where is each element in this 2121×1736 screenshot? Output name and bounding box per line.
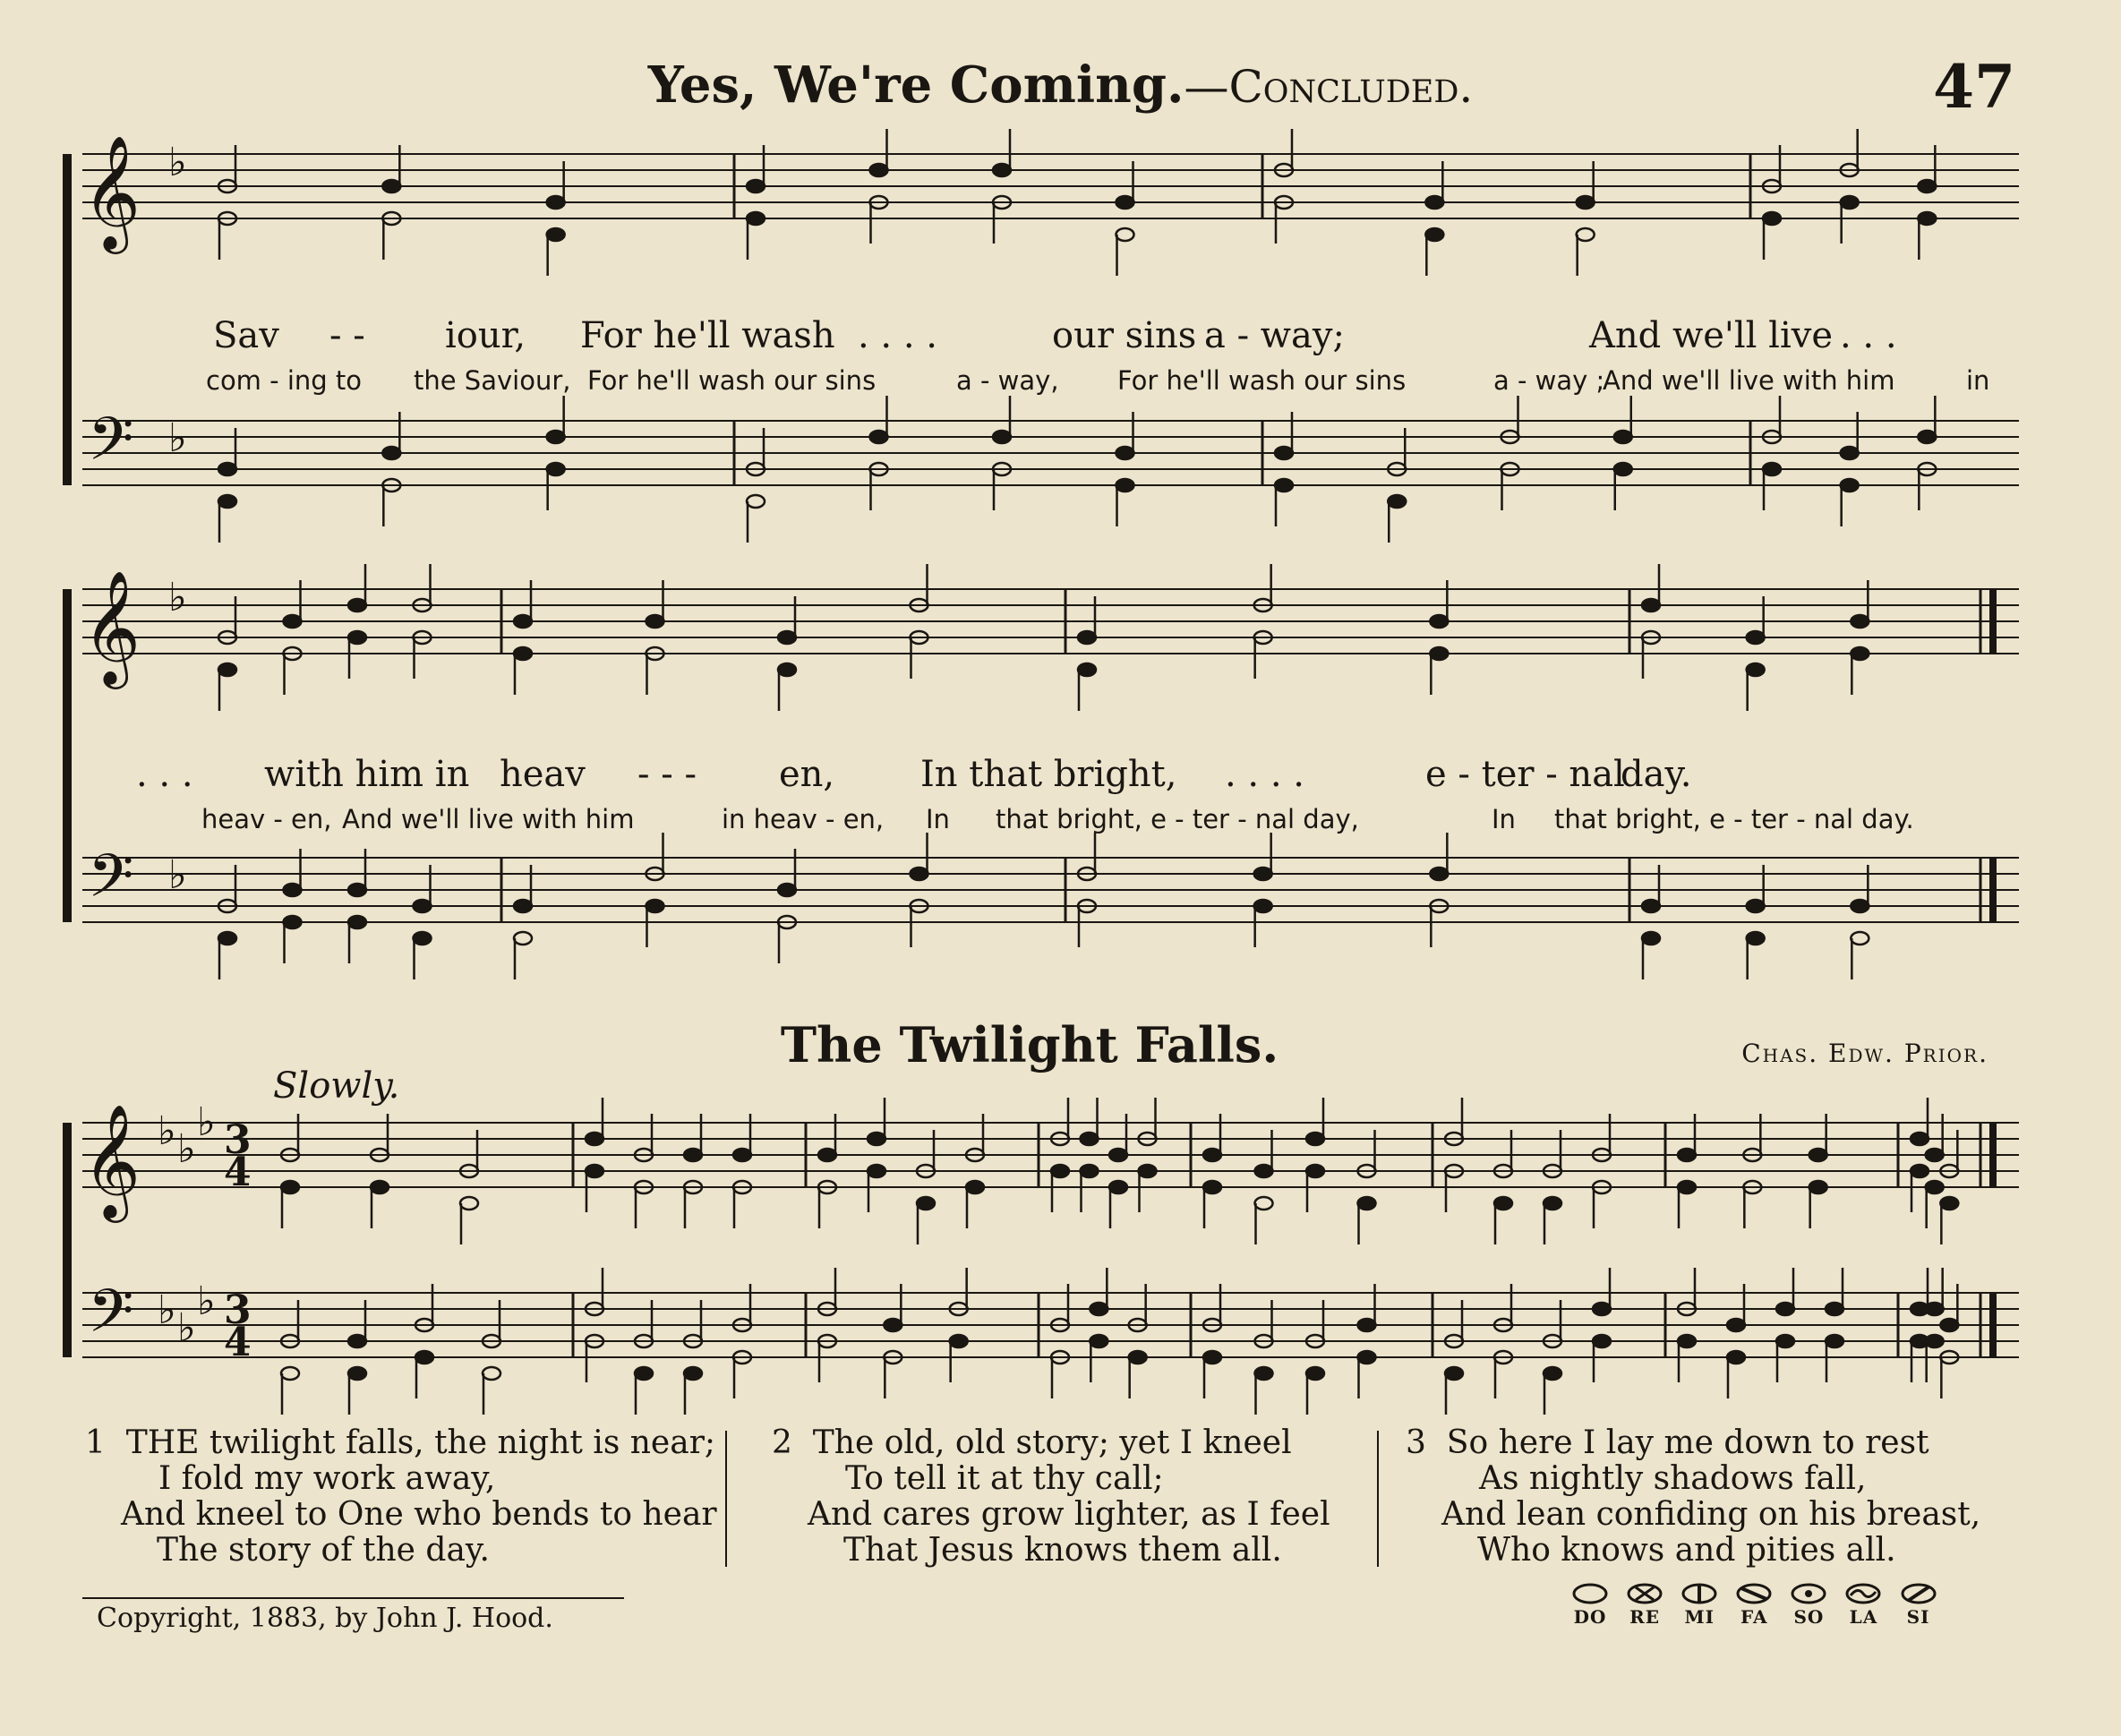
note-head: [1940, 1197, 1958, 1210]
note-head: [1809, 1181, 1827, 1193]
flat-icon: ♭: [168, 575, 187, 620]
note-head: [1851, 932, 1869, 945]
note-head: [1544, 1197, 1561, 1210]
note-head: [747, 495, 765, 508]
note-head: [1593, 1303, 1611, 1315]
note-head: [414, 932, 432, 945]
lyric-syllable: com - ing to: [206, 365, 363, 396]
note-head: [1116, 479, 1134, 492]
flat-icon: ♭: [168, 852, 187, 898]
note-head: [1388, 495, 1406, 508]
note-head: [1090, 1303, 1108, 1315]
circle-dot-icon: [1789, 1581, 1828, 1606]
note-head: [483, 1367, 500, 1380]
lyric-syllable: . . . .: [858, 315, 938, 356]
note-head: [382, 447, 400, 459]
note-head: [1918, 212, 1936, 225]
note-head: [1358, 1197, 1376, 1210]
note-head: [1203, 1351, 1221, 1364]
note-head: [1139, 1165, 1157, 1177]
note-head: [1306, 1133, 1324, 1145]
stanza-line: I fold my work away,: [158, 1460, 496, 1497]
flat-icon: ♭: [168, 140, 187, 185]
note-head: [1358, 1351, 1376, 1364]
stanza-line: THE twilight falls, the night is near;: [125, 1424, 716, 1461]
note-head: [1078, 631, 1096, 644]
lyric-syllable: For he'll wash: [580, 315, 835, 356]
note-head: [514, 615, 532, 628]
lyric-syllable: And we'll live: [1589, 315, 1834, 356]
lyric-syllable: Sav: [213, 315, 279, 356]
note-head: [911, 868, 928, 880]
stanza-1: [85, 1425, 717, 1569]
shape-note-re: RE: [1621, 1581, 1668, 1628]
note-head: [1116, 447, 1134, 459]
lyric-syllable: - -: [329, 315, 365, 356]
lyric-syllable: a - way,: [956, 365, 1059, 396]
stanza-line: Who knows and pities all.: [1477, 1532, 1896, 1569]
note-head: [1203, 1149, 1221, 1161]
note-head: [1826, 1303, 1843, 1315]
lyric-syllable: the Saviour,: [414, 365, 571, 396]
note-head: [993, 431, 1011, 443]
note-head: [1445, 1367, 1463, 1380]
lyric-syllable: e - ter - nal: [1425, 754, 1625, 795]
stanza-line: That Jesus knows them all.: [843, 1532, 1282, 1569]
note-head: [1425, 228, 1443, 241]
note-head: [1109, 1149, 1127, 1161]
note-head: [1918, 180, 1936, 192]
footer-rule: [82, 1597, 624, 1599]
note-head: [1776, 1303, 1794, 1315]
flat-icon: ♭: [197, 1278, 216, 1324]
note-head: [1926, 1303, 1944, 1315]
lyric-syllable: . . .: [136, 754, 193, 795]
lyric-syllable: heav - en,: [201, 804, 332, 834]
note-head: [1090, 1335, 1108, 1347]
lyric-syllable: For he'll wash our sins: [1117, 365, 1407, 396]
stanza-line: And lean confiding on his breast,: [1441, 1496, 1981, 1533]
note-head: [1544, 1367, 1561, 1380]
note-head: [1577, 228, 1595, 241]
flat-icon: ♭: [177, 1305, 196, 1351]
note-head: [218, 663, 236, 676]
lyric-syllable: that bright, e - ter - nal day.: [1554, 804, 1914, 834]
bass-clef-icon: 𝄢: [88, 842, 134, 925]
circle-slash-icon: [1734, 1581, 1774, 1606]
note-head: [1776, 1335, 1794, 1347]
note-head: [1306, 1165, 1324, 1177]
note-head: [884, 1319, 902, 1331]
note-head: [1841, 196, 1859, 209]
shape-note-mi: MI: [1676, 1581, 1723, 1628]
circle-diag-icon: [1899, 1581, 1938, 1606]
note-head: [371, 1181, 389, 1193]
note-head: [1078, 663, 1096, 676]
note-head: [514, 900, 532, 912]
stanza-3: [1406, 1425, 1980, 1569]
note-head: [1747, 631, 1765, 644]
note-head: [1727, 1319, 1745, 1331]
time-signature: 4: [224, 1320, 252, 1365]
note-head: [218, 932, 236, 945]
note-head: [684, 1367, 702, 1380]
note-head: [1747, 900, 1765, 912]
note-head: [1614, 463, 1632, 475]
shape-note-key: [1567, 1581, 1946, 1628]
note-head: [348, 1335, 366, 1347]
note-head: [1642, 599, 1660, 611]
note-head: [778, 884, 796, 896]
note-head: [586, 1165, 603, 1177]
flat-icon: ♭: [177, 1126, 196, 1172]
circle-x-icon: [1625, 1581, 1664, 1606]
note-head: [348, 916, 366, 928]
note-head: [1577, 196, 1595, 209]
note-head: [414, 900, 432, 912]
note-head: [415, 1351, 433, 1364]
note-head: [1851, 900, 1869, 912]
stanza-line: The old, old story; yet I kneel: [812, 1424, 1292, 1461]
lyric-syllable: . . . .: [1225, 754, 1305, 795]
stanza-divider: [725, 1431, 727, 1567]
note-head: [514, 647, 532, 660]
note-head: [348, 884, 366, 896]
lyric-syllable: a - way;: [1204, 315, 1345, 356]
stanza-line: And cares grow lighter, as I feel: [808, 1496, 1330, 1533]
stanza-number: 2: [772, 1424, 792, 1461]
lyric-syllable: - - -: [637, 754, 697, 795]
note-head: [1358, 1319, 1376, 1331]
note-head: [1851, 647, 1869, 660]
note-head: [1763, 463, 1781, 475]
note-head: [1255, 1165, 1273, 1177]
note-head: [747, 212, 765, 225]
note-head: [1763, 212, 1781, 225]
note-head: [1678, 1181, 1696, 1193]
note-head: [218, 495, 236, 508]
lyric-syllable: in heav - en,: [722, 804, 885, 834]
song-title: Yes, We're Coming.: [647, 56, 1185, 115]
note-head: [646, 615, 664, 628]
note-head: [1747, 932, 1765, 945]
note-head: [281, 1181, 299, 1193]
treble-clef-icon: 𝄞: [82, 569, 141, 684]
lyric-syllable: that bright, e - ter - nal day,: [996, 804, 1359, 834]
copyright-notice: Copyright, 1883, by John J. Hood.: [97, 1603, 553, 1634]
system-brace: [63, 154, 72, 485]
note-head: [646, 900, 664, 912]
note-head: [1926, 1181, 1944, 1193]
note-head: [382, 180, 400, 192]
stanza-divider: [1377, 1431, 1379, 1567]
lyric-syllable: . . .: [1840, 315, 1897, 356]
lyric-syllable: in: [1966, 365, 1990, 396]
lyric-syllable: In that bright,: [920, 754, 1177, 795]
note-head: [1430, 647, 1448, 660]
note-head: [284, 916, 302, 928]
note-head: [1642, 900, 1660, 912]
circle-bar-icon: [1680, 1581, 1719, 1606]
shape-note-la: LA: [1840, 1581, 1886, 1628]
note-head: [1851, 615, 1869, 628]
note-head: [218, 463, 236, 475]
note-head: [1678, 1149, 1696, 1161]
note-head: [1494, 1197, 1512, 1210]
note-head: [950, 1335, 968, 1347]
note-head: [1116, 228, 1134, 241]
note-head: [1826, 1335, 1843, 1347]
time-signature: 3: [224, 1287, 252, 1333]
note-head: [514, 932, 532, 945]
note-head: [1911, 1133, 1929, 1145]
note-head: [1926, 1335, 1944, 1347]
stanza-line: So here I lay me down to rest: [1446, 1424, 1929, 1461]
note-head: [1841, 447, 1859, 459]
stanza-2: [772, 1425, 1330, 1569]
stanza-line: As nightly shadows fall,: [1479, 1460, 1867, 1497]
bass-clef-icon: 𝄢: [88, 405, 134, 488]
stanza-number: 3: [1406, 1424, 1426, 1461]
note-head: [1593, 1335, 1611, 1347]
lyric-syllable: For he'll wash our sins: [587, 365, 877, 396]
note-head: [1809, 1149, 1827, 1161]
note-head: [1911, 1165, 1929, 1177]
shape-note-so: SO: [1785, 1581, 1832, 1628]
note-head: [1203, 1181, 1221, 1193]
flat-icon: ♭: [197, 1099, 216, 1145]
note-head: [348, 1367, 366, 1380]
hymn-title: The Twilight Falls.: [780, 1016, 1279, 1073]
stanza-line: And kneel to One who bends to hear: [121, 1496, 717, 1533]
note-head: [547, 228, 565, 241]
note-head: [868, 1133, 885, 1145]
note-head: [733, 1149, 751, 1161]
lyric-syllable: And we'll live with him: [342, 804, 635, 834]
note-head: [747, 180, 765, 192]
lyric-syllable: day.: [1621, 754, 1692, 795]
circle-empty-icon: [1570, 1581, 1610, 1606]
flat-icon: ♭: [158, 1108, 176, 1154]
page-number: 47: [1933, 52, 2015, 122]
note-head: [684, 1149, 702, 1161]
time-signature: 3: [224, 1117, 252, 1163]
note-head: [1254, 868, 1272, 880]
page-title: [0, 56, 2121, 115]
stanza-number: 1: [85, 1424, 106, 1461]
song-title-suffix: —Concluded.: [1184, 61, 1474, 113]
note-head: [1081, 1133, 1099, 1145]
note-head: [1926, 1149, 1944, 1161]
lyric-syllable: In: [1492, 804, 1516, 834]
stanza-line: The story of the day.: [157, 1532, 490, 1569]
note-head: [586, 1133, 603, 1145]
note-head: [1116, 196, 1134, 209]
note-head: [1129, 1351, 1147, 1364]
note-head: [1678, 1335, 1696, 1347]
lyric-syllable: with him in: [264, 754, 470, 795]
lyric-syllable: en,: [779, 754, 835, 795]
note-head: [1275, 479, 1293, 492]
time-signature: 4: [224, 1150, 252, 1195]
note-head: [966, 1181, 984, 1193]
note-head: [1306, 1367, 1324, 1380]
note-head: [284, 615, 302, 628]
note-head: [1275, 447, 1293, 459]
note-head: [547, 431, 565, 443]
note-head: [1940, 1319, 1958, 1331]
note-head: [547, 196, 565, 209]
circle-wave-icon: [1843, 1581, 1883, 1606]
note-head: [870, 164, 888, 176]
note-head: [1425, 196, 1443, 209]
lyric-syllable: our sins: [1052, 315, 1197, 356]
note-head: [818, 1149, 836, 1161]
note-head: [917, 1197, 935, 1210]
shape-note-fa: FA: [1731, 1581, 1777, 1628]
note-head: [348, 599, 366, 611]
note-head: [348, 631, 366, 644]
note-head: [1081, 1165, 1099, 1177]
note-head: [460, 1197, 478, 1210]
flat-icon: ♭: [168, 415, 187, 461]
lyric-syllable: heav: [500, 754, 586, 795]
note-head: [1918, 431, 1936, 443]
note-head: [1255, 1367, 1273, 1380]
flat-icon: ♭: [158, 1287, 176, 1333]
note-head: [778, 663, 796, 676]
note-head: [1109, 1181, 1127, 1193]
treble-clef-icon: 𝄞: [82, 1103, 141, 1218]
system-brace: [63, 589, 72, 922]
note-head: [1051, 1165, 1069, 1177]
note-head: [281, 1367, 299, 1380]
note-head: [1747, 663, 1765, 676]
lyric-syllable: iour,: [445, 315, 526, 356]
tempo-marking: Slowly.: [273, 1065, 400, 1107]
note-head: [1727, 1351, 1745, 1364]
note-head: [1430, 615, 1448, 628]
note-head: [1642, 932, 1660, 945]
treble-clef-icon: 𝄞: [82, 134, 141, 249]
lyric-syllable: And we'll live with him: [1603, 365, 1895, 396]
stanza-line: To tell it at thy call;: [845, 1460, 1164, 1497]
shape-note-do: DO: [1567, 1581, 1613, 1628]
note-head: [1841, 479, 1859, 492]
note-head: [778, 631, 796, 644]
note-head: [635, 1367, 653, 1380]
note-head: [1430, 868, 1448, 880]
note-head: [1614, 431, 1632, 443]
lyric-syllable: a - way ;: [1493, 365, 1605, 396]
note-head: [870, 431, 888, 443]
lyric-syllable: In: [926, 804, 950, 834]
note-head: [868, 1165, 885, 1177]
note-head: [547, 463, 565, 475]
system-brace: [63, 1123, 72, 1357]
note-head: [1255, 1197, 1273, 1210]
shape-note-si: SI: [1895, 1581, 1942, 1628]
note-head: [1254, 900, 1272, 912]
note-head: [993, 164, 1011, 176]
note-head: [284, 884, 302, 896]
bass-clef-icon: 𝄢: [88, 1277, 134, 1360]
composer-credit: Chas. Edw. Prior.: [1741, 1039, 1988, 1068]
